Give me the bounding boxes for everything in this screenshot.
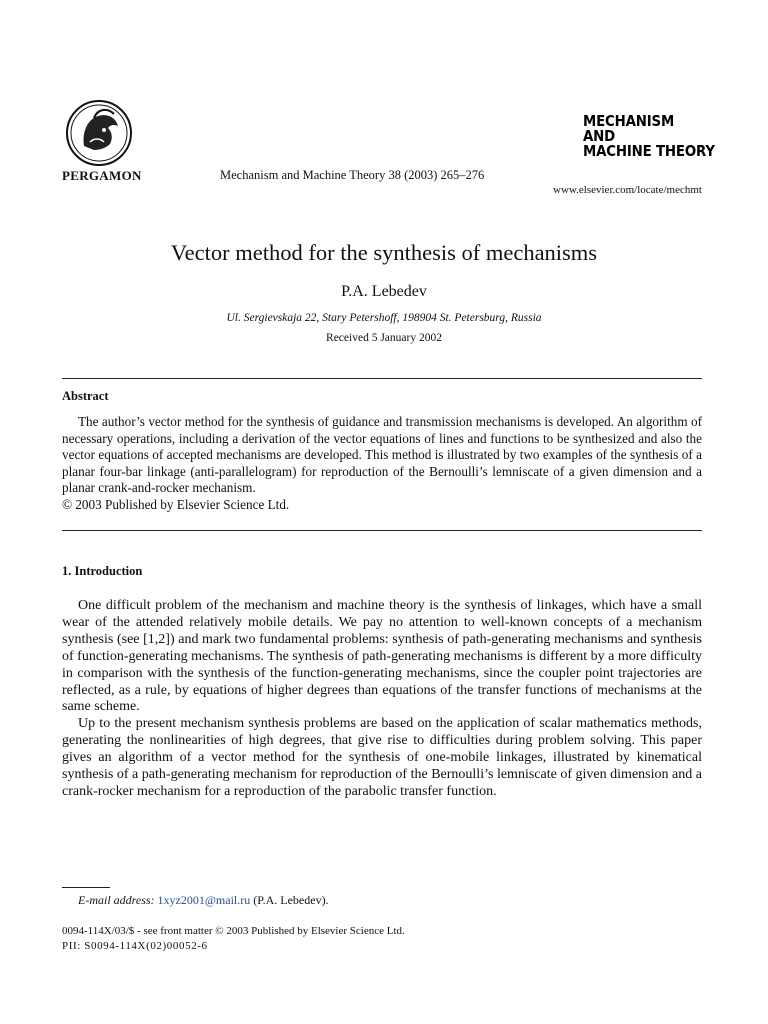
abstract-body [62,414,702,513]
footnote-rule [62,887,110,888]
journal-logo-line-1: MECHANISM [583,112,675,130]
introduction-paragraph-2: Up to the present mechanism synthesis problems are based on the application of scalar mathematics methods, generating the nonlinearities of high degrees, that give rise to difficulties during problem solving. This paper gives an algorithm of a vector method for the synthesis of one-mobile linkages, illustrated by kinematical synthesis of a path-generating mechanism for reproduction of the Bernoulli’s lemniscate of given dimension and a crank-rocker mechanism for a reproduction of the parabolic transfer function. [62,716,702,799]
footnote-email-label: E-mail address: [78,893,155,907]
section-heading-introduction: 1. Introduction [62,564,143,578]
abstract-copyright: © 2003 Published by Elsevier Science Ltd. [62,496,290,512]
received-date: Received 5 January 2002 [326,332,442,344]
journal-logo-line-2: AND [583,127,616,145]
journal-logo [583,114,715,159]
abstract-top-rule [62,378,702,379]
pergamon-helmet-logo-icon [64,98,134,168]
publisher-name: PERGAMON [62,168,142,183]
footnote-email [78,893,329,908]
pii-line: PII: S0094-114X(02)00052-6 [62,940,208,952]
abstract-paragraph: The author’s vector method for the synthesis of guidance and transmission mechanisms is developed. An algorithm of necessary operations, including a derivation of the vector equations of lines and functions to be synthesized and also the vector equations of accepted mechanisms are developed. This method is illustrated by two examples of the synthesis of a planar four-bar linkage (anti-parallelogram) for reproduction of the Bernoulli’s lemniscate of a given dimension and a planar crank-and-rocker mechanism. [62,414,702,495]
footnote-author: (P.A. Lebedev). [253,893,329,907]
introduction-body [62,598,702,801]
article-title: Vector method for the synthesis of mechanisms [170,240,598,265]
email-link[interactable]: 1xyz2001@mail.ru [157,893,251,907]
abstract-heading: Abstract [62,389,109,403]
abstract-bottom-rule [62,530,702,531]
author-affiliation: Ul. Sergievskaja 22, Stary Petershoff, 198904 St. Petersburg, Russia [226,312,542,324]
journal-citation: Mechanism and Machine Theory 38 (2003) 265–276 [220,168,485,182]
introduction-paragraph-1: One difficult problem of the mechanism and machine theory is the synthesis of linkages, which have a small wear of the attended relatively mobile details. We pay no attention to well-known concepts of a mechanism synthesis (see [1,2]) and mark two fundamental problems: synthesis of path-generating mechanisms and synthesis of function-generating mechanisms. The synthesis of path-generating mechanisms is different by a more difficulty in comparison with the synthesis of the function-generating mechanisms, since the coupler point trajectories are reflected, as a rule, by equations of higher degrees than equations of the transfer functions of mechanisms at the same scheme. [62,598,702,715]
issn-line: 0094-114X/03/$ - see front matter © 2003 Published by Elsevier Science Ltd. [62,925,405,937]
journal-url-link[interactable]: www.elsevier.com/locate/mechmt [553,184,702,196]
author-name: P.A. Lebedev [341,283,427,300]
journal-logo-line-3: MACHINE THEORY [583,142,715,160]
